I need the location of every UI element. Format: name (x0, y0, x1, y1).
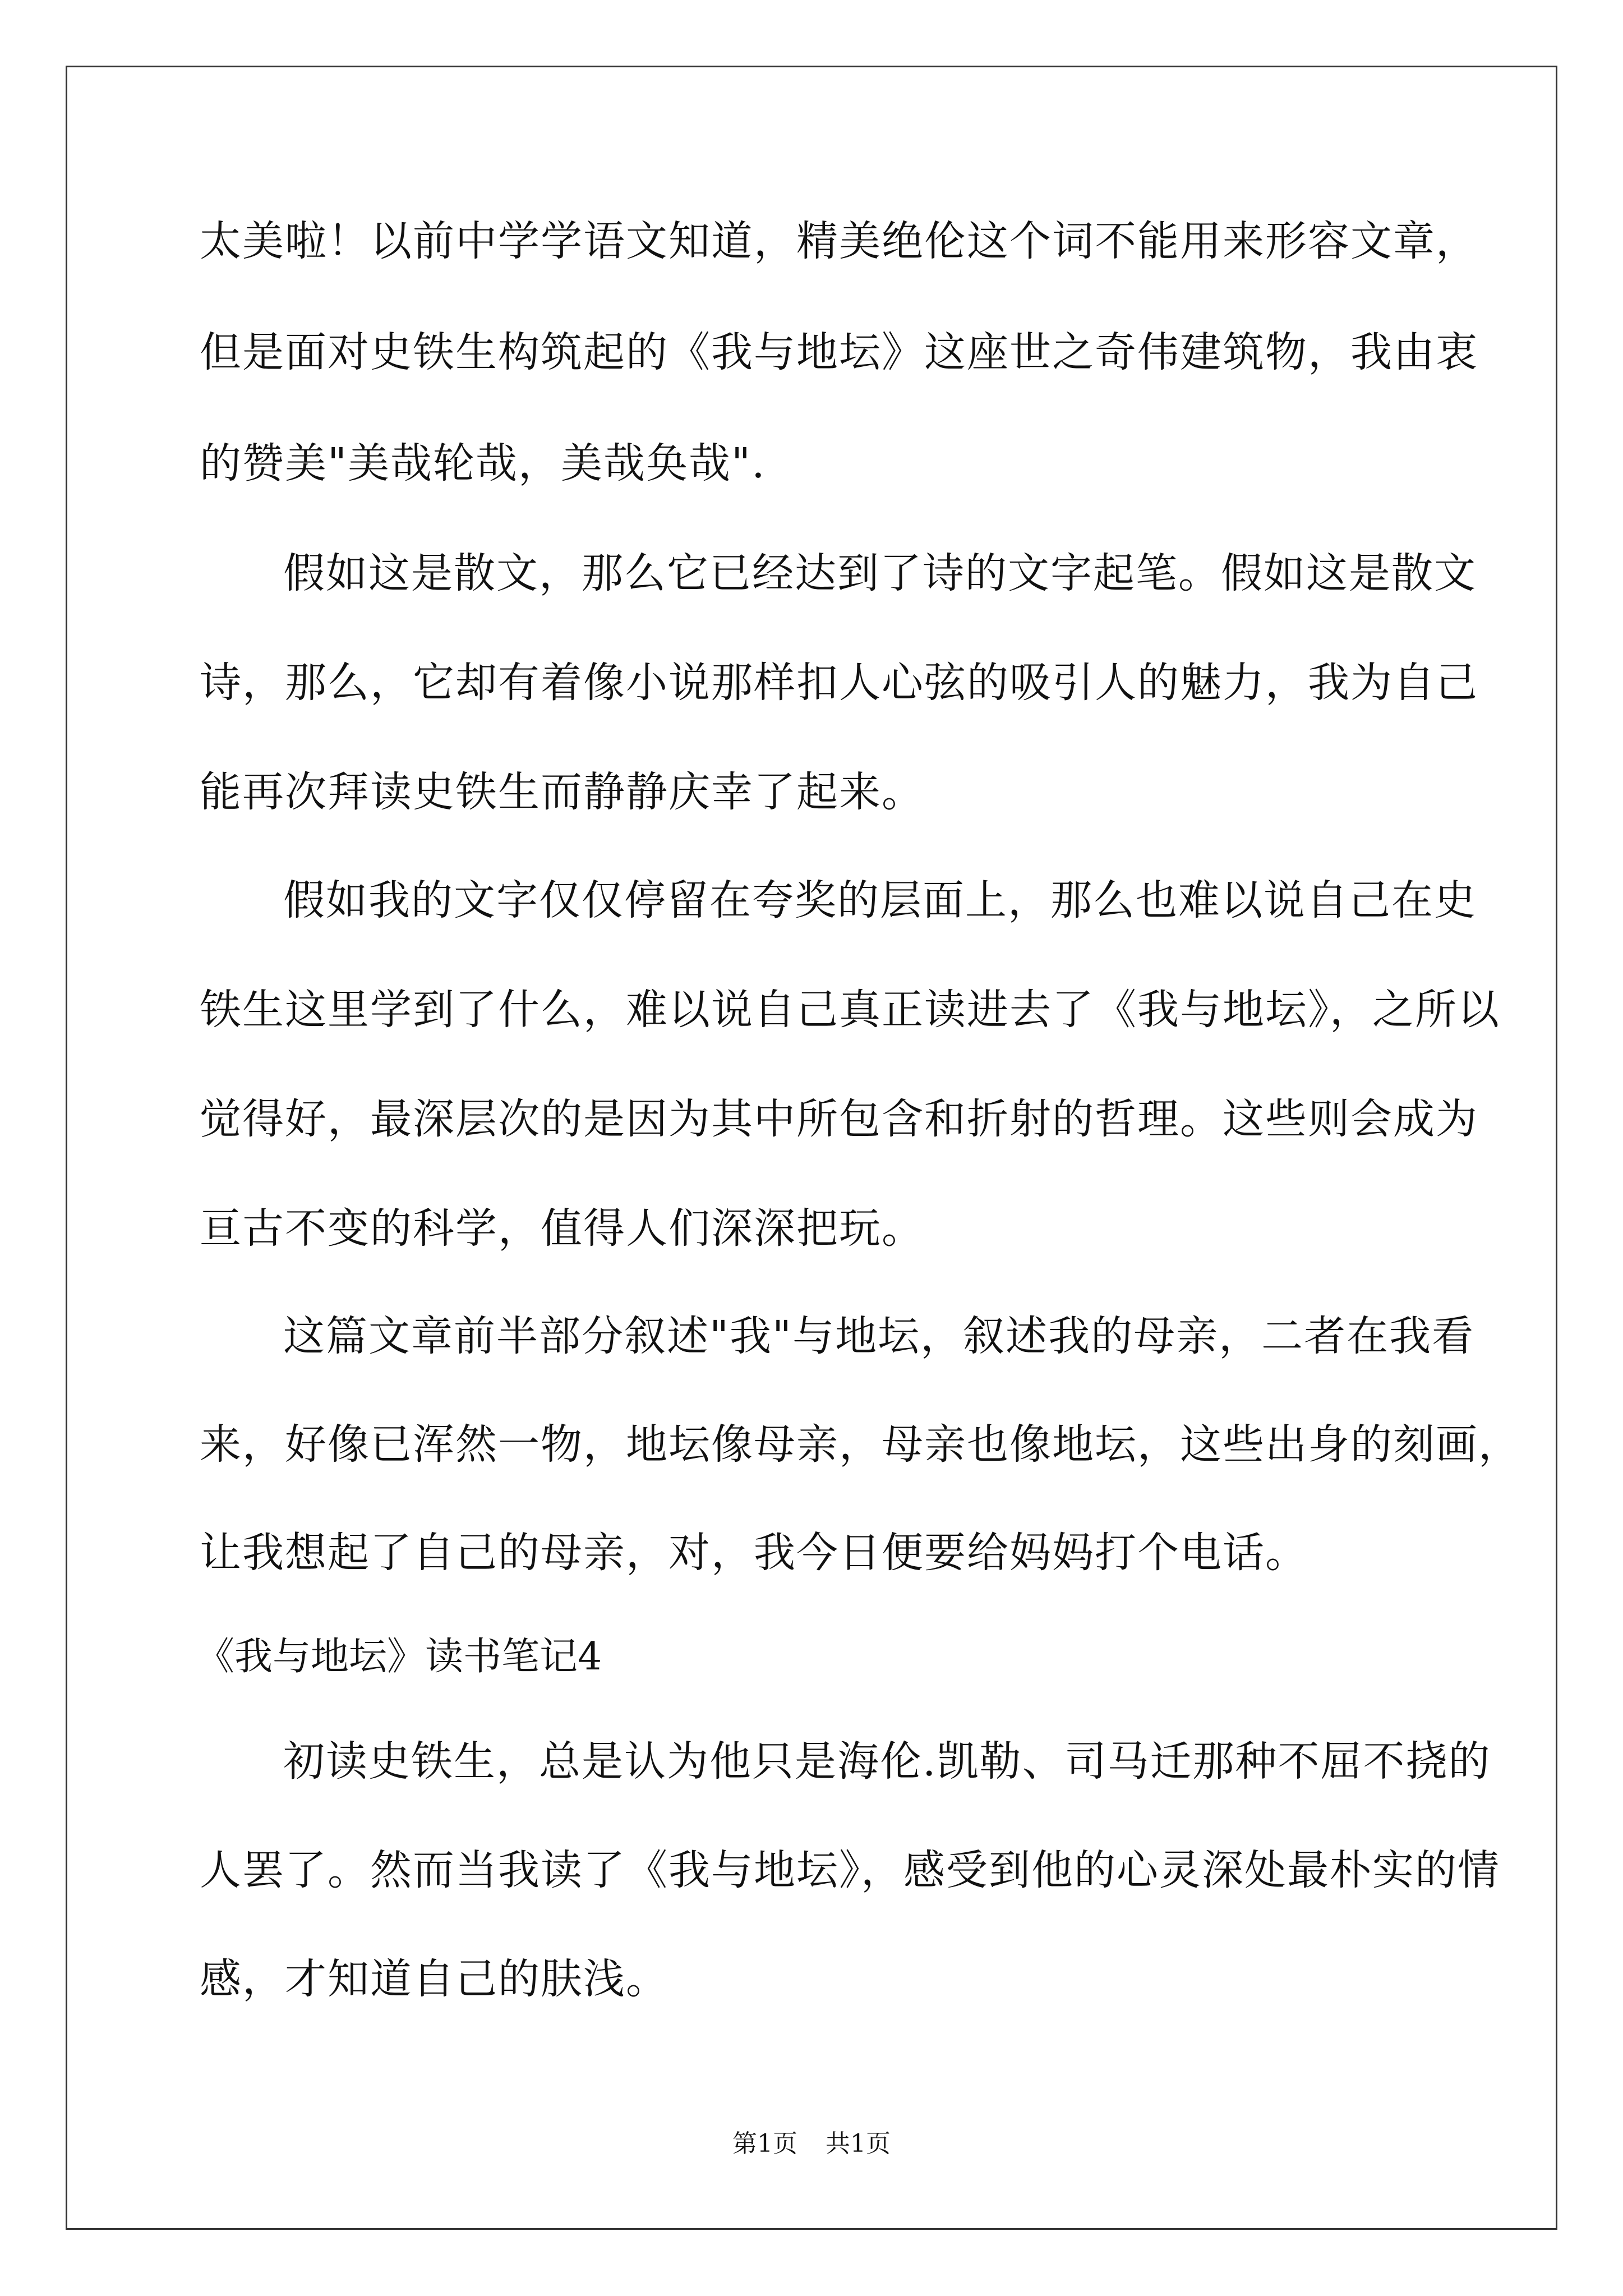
page-number: 第1页 (732, 2129, 797, 2158)
page-total: 共1页 (826, 2129, 891, 2158)
section-title: 《我与地坛》读书笔记4 (196, 1635, 602, 1679)
paragraph-3-line-1: 假如我的文字仅仅停留在夸奖的层面上，那么也难以说自己在史 (283, 876, 1477, 924)
paragraph-3-line-3: 觉得好，最深层次的是因为其中所包含和折射的哲理。这些则会成为 (200, 1095, 1478, 1143)
paragraph-3-line-2: 铁生这里学到了什么，难以说自己真正读进去了《我与地坛》，之所以 (200, 986, 1500, 1034)
paragraph-2-line-3: 能再次拜读史铁生而静静庆幸了起来。 (200, 768, 924, 816)
page-footer (0, 2129, 1623, 2158)
paragraph-4-line-2: 来，好像已浑然一物，地坛像母亲，母亲也像地坛，这些出身的刻画， (200, 1420, 1521, 1469)
paragraph-4-line-3: 让我想起了自己的母亲，对，我今日便要给妈妈打个电话。 (200, 1529, 1308, 1577)
section-paragraph-1-line-1: 初读史铁生，总是认为他只是海伦.凯勒、司马迁那种不屈不挠的 (283, 1737, 1491, 1786)
section-paragraph-1-line-3: 感，才知道自己的肤浅。 (200, 1955, 668, 2003)
paragraph-3-line-4: 亘古不变的科学，值得人们深深把玩。 (200, 1204, 924, 1253)
paragraph-1-line-2: 但是面对史铁生构筑起的《我与地坛》这座世之奇伟建筑物，我由衷 (200, 328, 1478, 376)
paragraph-2-line-2: 诗，那么，它却有着像小说那样扣人心弦的吸引人的魅力，我为自己 (200, 659, 1478, 707)
paragraph-1-line-1: 太美啦！以前中学学语文知道，精美绝伦这个词不能用来形容文章， (200, 217, 1478, 265)
paragraph-2-line-1: 假如这是散文，那么它已经达到了诗的文字起笔。假如这是散文 (283, 549, 1477, 597)
paragraph-4-line-1: 这篇文章前半部分叙述"我"与地坛，叙述我的母亲，二者在我看 (283, 1312, 1475, 1360)
section-paragraph-1-line-2: 人罢了。然而当我读了《我与地坛》，感受到他的心灵深处最朴实的情 (200, 1846, 1500, 1894)
page-border (66, 66, 1557, 2230)
paragraph-1-line-3: 的赞美"美哉轮哉，美哉奂哉". (200, 439, 766, 487)
